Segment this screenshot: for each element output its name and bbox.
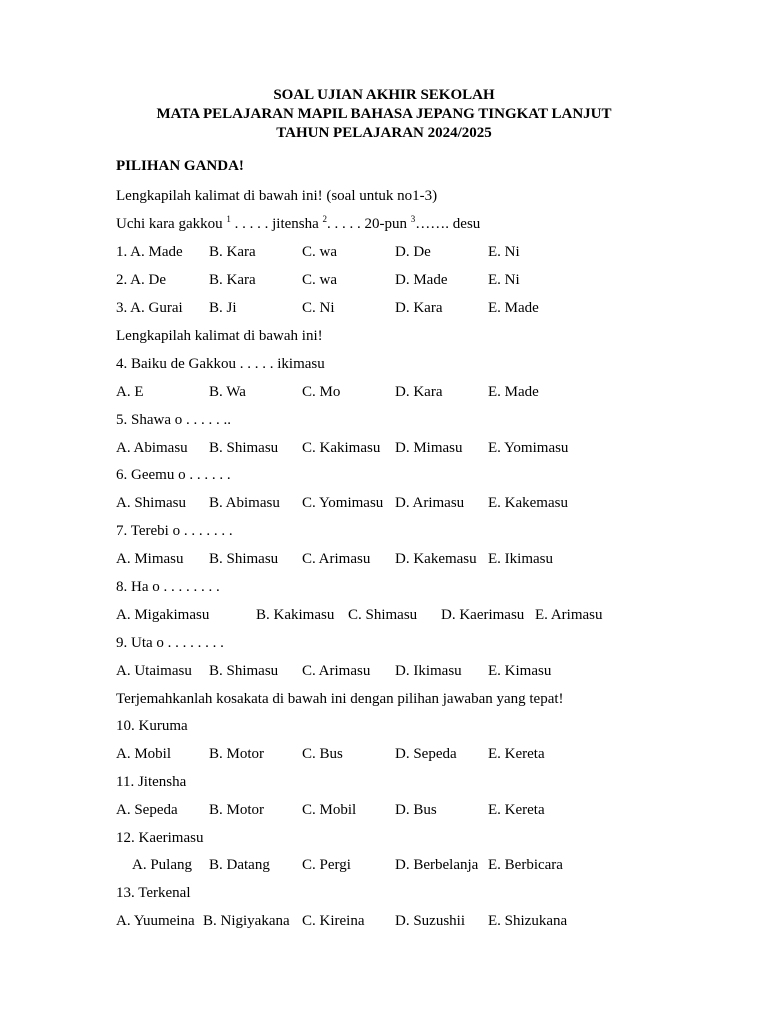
question-4: 4. Baiku de Gakkou . . . . . ikimasu (116, 356, 325, 372)
question-9-options (116, 661, 756, 681)
question-7-options (116, 549, 756, 569)
question-10-options (116, 744, 756, 764)
question-11: 11. Jitensha (116, 774, 187, 790)
header-title: SOAL UJIAN AKHIR SEKOLAH (273, 87, 495, 103)
option-d: D. Arimasu (395, 495, 465, 511)
option-d: D. Bus (395, 802, 437, 818)
question-13: 13. Terkenal (116, 885, 191, 901)
question-11-options (116, 800, 756, 820)
blank-1-marker: 1 (226, 214, 231, 224)
instruction-3: Terjemahkanlah kosakata di bawah ini dengan pilihan jawaban yang tepat! (116, 691, 564, 707)
option-d: D. Kaerimasu (441, 607, 525, 623)
option-c: C. Pergi (302, 857, 351, 873)
option-e: E. Arimasu (535, 607, 603, 623)
option-d: D. Kara (395, 384, 443, 400)
option-b: B. Kakimasu (256, 607, 335, 623)
question-8: 8. Ha o . . . . . . . . (116, 579, 220, 595)
question-2-options (116, 270, 756, 290)
option-c: C. Kireina (302, 913, 365, 929)
option-a: A. Utaimasu (116, 663, 192, 679)
option-a: A. Mobil (116, 746, 172, 762)
instruction-2: Lengkapilah kalimat di bawah ini! (116, 328, 323, 344)
sentence-part-1: Uchi kara gakkou (116, 216, 227, 232)
option-a: A. Shimasu (116, 495, 187, 511)
option-a: A. Yuumeina (116, 913, 195, 929)
option-a: A. Sepeda (116, 802, 178, 818)
option-e: E. Berbicara (488, 857, 563, 873)
question-6: 6. Geemu o . . . . . . (116, 467, 231, 483)
question-6-options (116, 493, 756, 513)
option-a: A. Pulang (132, 857, 192, 873)
option-c: C. Arimasu (302, 551, 371, 567)
option-d: D. Berbelanja (395, 857, 479, 873)
option-d: D. De (395, 244, 431, 260)
option-b: B. Wa (209, 384, 246, 400)
option-c: C. Yomimasu (302, 495, 384, 511)
option-b: B. Shimasu (209, 663, 279, 679)
question-9: 9. Uta o . . . . . . . . (116, 635, 224, 651)
option-a: 2. A. De (116, 272, 166, 288)
question-12: 12. Kaerimasu (116, 830, 204, 846)
option-e: E. Made (488, 300, 539, 316)
option-a: A. Abimasu (116, 440, 188, 456)
option-e: E. Kimasu (488, 663, 552, 679)
option-d: D. Kakemasu (395, 551, 477, 567)
question-10: 10. Kuruma (116, 718, 188, 734)
option-b: B. Shimasu (209, 440, 279, 456)
question-12-options (116, 855, 756, 875)
option-e: E. Kereta (488, 746, 545, 762)
option-e: E. Made (488, 384, 539, 400)
sentence-part-2: . . . . . jitensha (230, 216, 323, 232)
option-a: 1. A. Made (116, 244, 183, 260)
option-a: A. Mimasu (116, 551, 184, 567)
question-13-options (116, 911, 756, 931)
option-d: D. Suzushii (395, 913, 466, 929)
option-c: C. Arimasu (302, 663, 371, 679)
option-d: D. Ikimasu (395, 663, 462, 679)
fill-sentence (116, 214, 480, 234)
header-year: TAHUN PELAJARAN 2024/2025 (276, 125, 492, 141)
option-c: C. wa (302, 244, 337, 260)
option-c: C. Bus (302, 746, 343, 762)
document-header (0, 86, 768, 143)
instruction-1: Lengkapilah kalimat di bawah ini! (soal untuk no1-3) (116, 188, 438, 204)
option-b: B. Motor (209, 746, 265, 762)
question-8-options (116, 605, 756, 625)
question-7: 7. Terebi o . . . . . . . (116, 523, 233, 539)
blank-2-marker: 2 (322, 214, 328, 224)
option-c: C. Ni (302, 300, 335, 316)
option-c: C. Mo (302, 384, 341, 400)
option-d: D. Sepeda (395, 746, 457, 762)
header-subject: MATA PELAJARAN MAPIL BAHASA JEPANG TINGKAT LANJUT (156, 106, 612, 122)
option-c: C. wa (302, 272, 337, 288)
section-title: PILIHAN GANDA! (116, 158, 244, 174)
option-b: B. Datang (209, 857, 270, 873)
option-b: B. Motor (209, 802, 265, 818)
option-d: D. Made (395, 272, 448, 288)
option-b: B. Ji (209, 300, 237, 316)
question-4-options (116, 382, 756, 402)
option-a: A. E (116, 384, 144, 400)
question-5: 5. Shawa o . . . . . .. (116, 412, 231, 428)
blank-3-marker: 3 (410, 214, 416, 224)
option-c: C. Shimasu (348, 607, 418, 623)
option-e: E. Shizukana (488, 913, 568, 929)
option-e: E. Ni (488, 272, 520, 288)
option-b: B. Shimasu (209, 551, 279, 567)
sentence-part-4: ……. desu (415, 216, 481, 232)
option-b: B. Kara (209, 244, 256, 260)
question-5-options (116, 438, 756, 458)
question-3-options (116, 298, 756, 318)
option-e: E. Yomimasu (488, 440, 569, 456)
option-c: C. Kakimasu (302, 440, 381, 456)
option-e: E. Kakemasu (488, 495, 568, 511)
option-b: B. Abimasu (209, 495, 280, 511)
sentence-part-3: . . . . . 20-pun (327, 216, 411, 232)
option-a: 3. A. Gurai (116, 300, 183, 316)
option-a: A. Migakimasu (116, 607, 210, 623)
option-d: D. Kara (395, 300, 443, 316)
option-e: E. Kereta (488, 802, 545, 818)
option-b: B. Nigiyakana (203, 913, 290, 929)
question-1-options (116, 242, 756, 262)
option-d: D. Mimasu (395, 440, 463, 456)
option-e: E. Ikimasu (488, 551, 553, 567)
option-b: B. Kara (209, 272, 256, 288)
option-c: C. Mobil (302, 802, 357, 818)
option-e: E. Ni (488, 244, 520, 260)
